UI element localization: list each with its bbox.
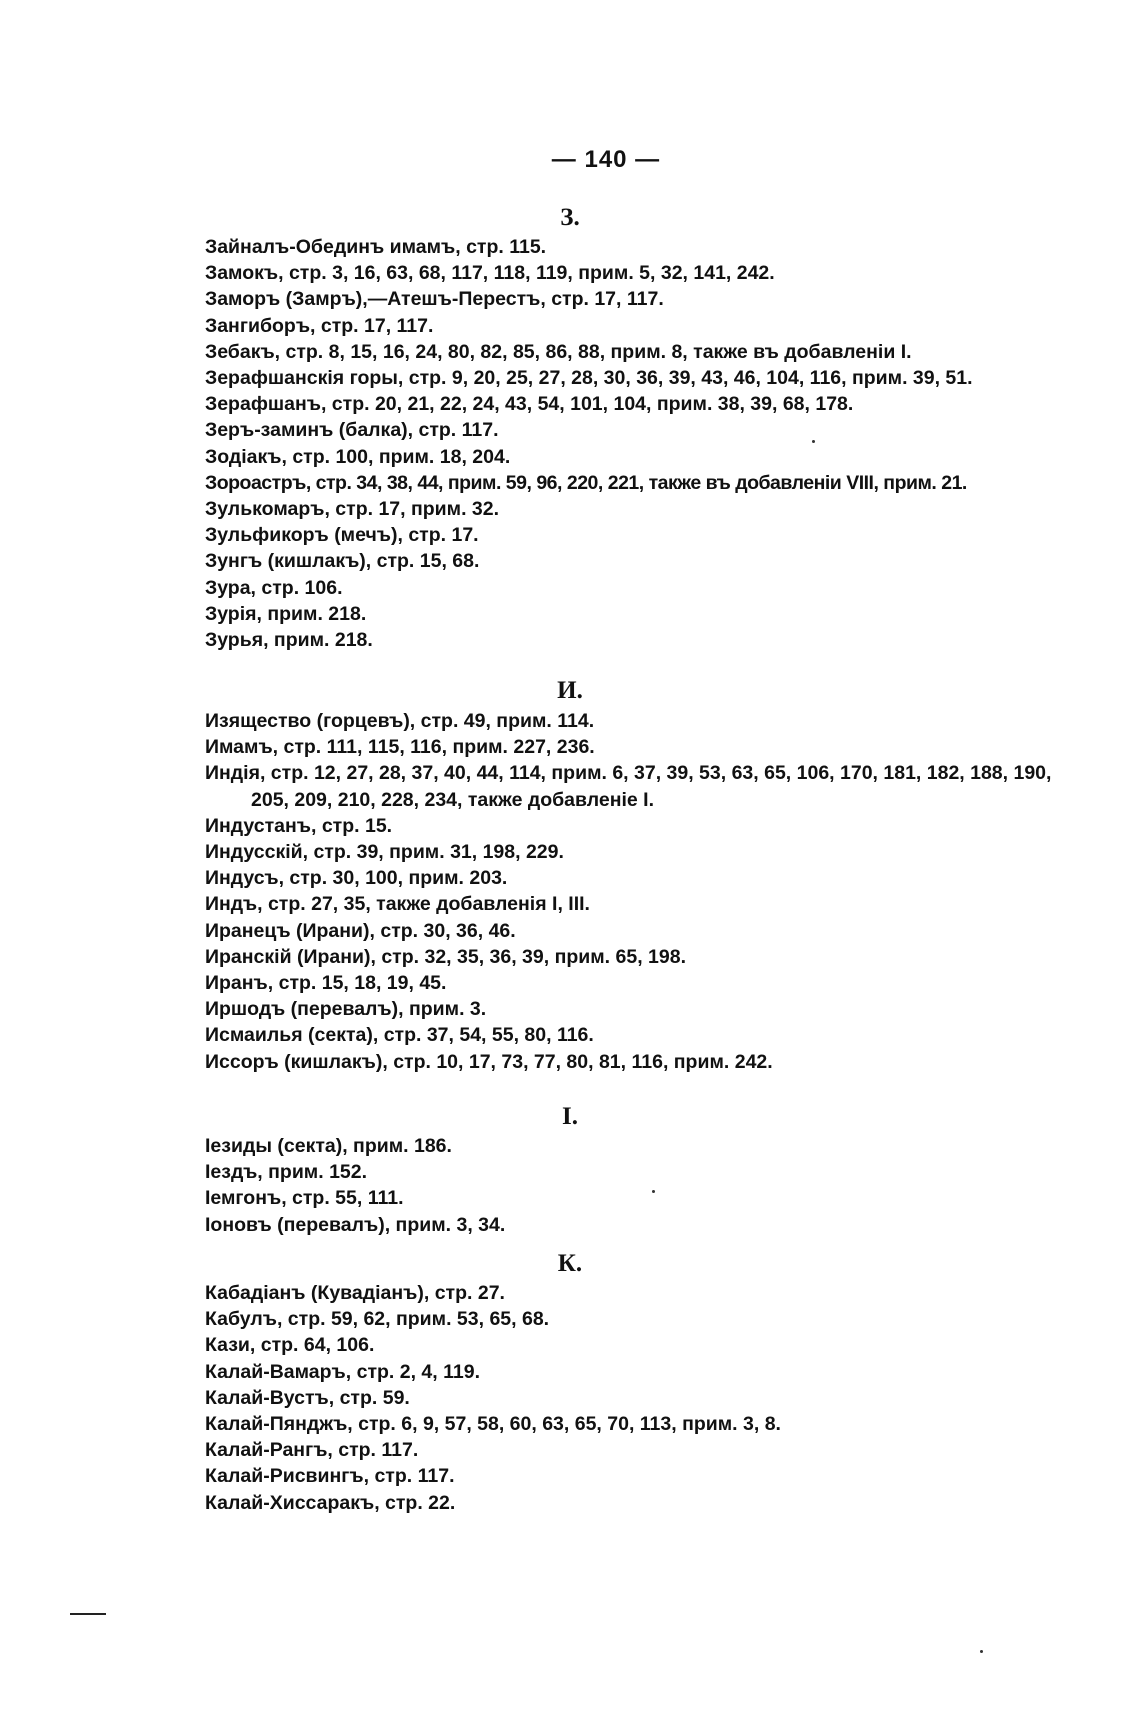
index-entry: Иссоръ (кишлакъ), стр. 10, 17, 73, 77, 80, 81, 116, прим. 242. (205, 1050, 773, 1073)
index-entry: Iездъ, прим. 152. (205, 1161, 368, 1184)
index-entry: Зеръ-заминъ (балка), стр. 117. (205, 419, 499, 442)
index-entry: Индусъ, стр. 30, 100, прим. 203. (205, 867, 508, 890)
index-entry: Зангиборъ, стр. 17, 117. (205, 314, 434, 337)
index-entry: Зайналъ-Обединъ имамъ, стр. 115. (205, 236, 547, 258)
index-entry: Калай-Пянджъ, стр. 6, 9, 57, 58, 60, 63, 65, 70, 113, прим. 3, 8. (205, 1413, 781, 1436)
index-entry: Зулькомаръ, стр. 17, прим. 32. (205, 498, 500, 521)
index-entry: Заморъ (Замръ),—Атешъ-Перестъ, стр. 17, 117. (205, 288, 664, 311)
index-entry: Калай-Хиссаракъ, стр. 22. (205, 1491, 456, 1514)
index-entry: Изящество (горцевъ), стр. 49, прим. 114. (205, 710, 595, 732)
index-entry: Индъ, стр. 27, 35, также добавленія I, III. (205, 893, 590, 916)
index-list-k (205, 1280, 1060, 1516)
section-heading-i: И. (557, 677, 583, 704)
index-entry: Зульфикоръ (мечъ), стр. 17. (205, 524, 479, 547)
index-entry: Зерафшанъ, стр. 20, 21, 22, 24, 43, 54, 101, 104, прим. 38, 39, 68, 178. (205, 393, 854, 416)
index-entry: Замокъ, стр. 3, 16, 63, 68, 117, 118, 119, прим. 5, 32, 141, 242. (205, 262, 775, 285)
index-entry: Зурья, прим. 218. (205, 629, 373, 652)
section-heading-k: К. (557, 1250, 583, 1277)
index-entry: Имамъ, стр. 111, 115, 116, прим. 227, 236. (205, 736, 595, 759)
index-entry: Зороастръ, стр. 34, 38, 44, прим. 59, 96, 220, 221, также въ добавленіи VIII, прим. 21. (205, 471, 967, 494)
index-entry: Iемгонъ, стр. 55, 111. (205, 1187, 404, 1210)
index-entry: Индусскій, стр. 39, прим. 31, 198, 229. (205, 841, 564, 864)
section-heading-i-decimal: I. (562, 1103, 578, 1130)
index-entry: Зодіакъ, стр. 100, прим. 18, 204. (205, 445, 511, 468)
index-entry: Кази, стр. 64, 106. (205, 1334, 375, 1357)
scan-speck (652, 1190, 655, 1193)
index-entry: Зура, стр. 106. (205, 576, 343, 599)
index-list-z (205, 234, 1060, 653)
index-entry: Зунгъ (кишлакъ), стр. 15, 68. (205, 550, 480, 573)
index-entry: Кабадіанъ (Кувадіанъ), стр. 27. (205, 1282, 505, 1304)
index-entry: Исмаилья (секта), стр. 37, 54, 55, 80, 116. (205, 1024, 594, 1047)
section-heading-z: З. (560, 204, 580, 231)
index-list-i-decimal (205, 1133, 1060, 1238)
index-entry: Кабулъ, стр. 59, 62, прим. 53, 65, 68. (205, 1308, 550, 1331)
index-entry: Индія, стр. 12, 27, 28, 37, 40, 44, 114, прим. 6, 37, 39, 53, 63, 65, 106, 170, 181, 182, 188, 190, 205, 209, 210, 228, 234, также добавленіе I. (205, 762, 1052, 811)
scan-speck (812, 440, 815, 443)
index-entry: Иранъ, стр. 15, 18, 19, 45. (205, 972, 447, 995)
index-list-i (205, 708, 1060, 1075)
page-number: — 140 — (551, 146, 661, 173)
index-entry: Иранскій (Ирани), стр. 32, 35, 36, 39, прим. 65, 198. (205, 945, 686, 968)
index-entry: Калай-Вустъ, стр. 59. (205, 1386, 410, 1409)
scan-mark (70, 1613, 106, 1615)
index-entry: Калай-Рангъ, стр. 117. (205, 1439, 419, 1462)
index-entry: Иранецъ (Ирани), стр. 30, 36, 46. (205, 919, 516, 942)
index-entry: Иршодъ (перевалъ), прим. 3. (205, 998, 487, 1021)
index-entry: Зерафшанскія горы, стр. 9, 20, 25, 27, 28, 30, 36, 39, 43, 46, 104, 116, прим. 39, 51. (205, 367, 973, 390)
index-entry: Калай-Вамаръ, стр. 2, 4, 119. (205, 1360, 480, 1383)
index-entry: Iезиды (секта), прим. 186. (205, 1135, 452, 1157)
scan-speck (980, 1650, 983, 1653)
index-entry: Индустанъ, стр. 15. (205, 814, 393, 837)
index-entry: Зебакъ, стр. 8, 15, 16, 24, 80, 82, 85, 86, 88, прим. 8, также въ добавленіи I. (205, 340, 912, 363)
index-entry: Зурія, прим. 218. (205, 602, 367, 625)
index-entry: Калай-Рисвингъ, стр. 117. (205, 1465, 455, 1488)
index-entry: Iоновъ (перевалъ), прим. 3, 34. (205, 1213, 506, 1236)
